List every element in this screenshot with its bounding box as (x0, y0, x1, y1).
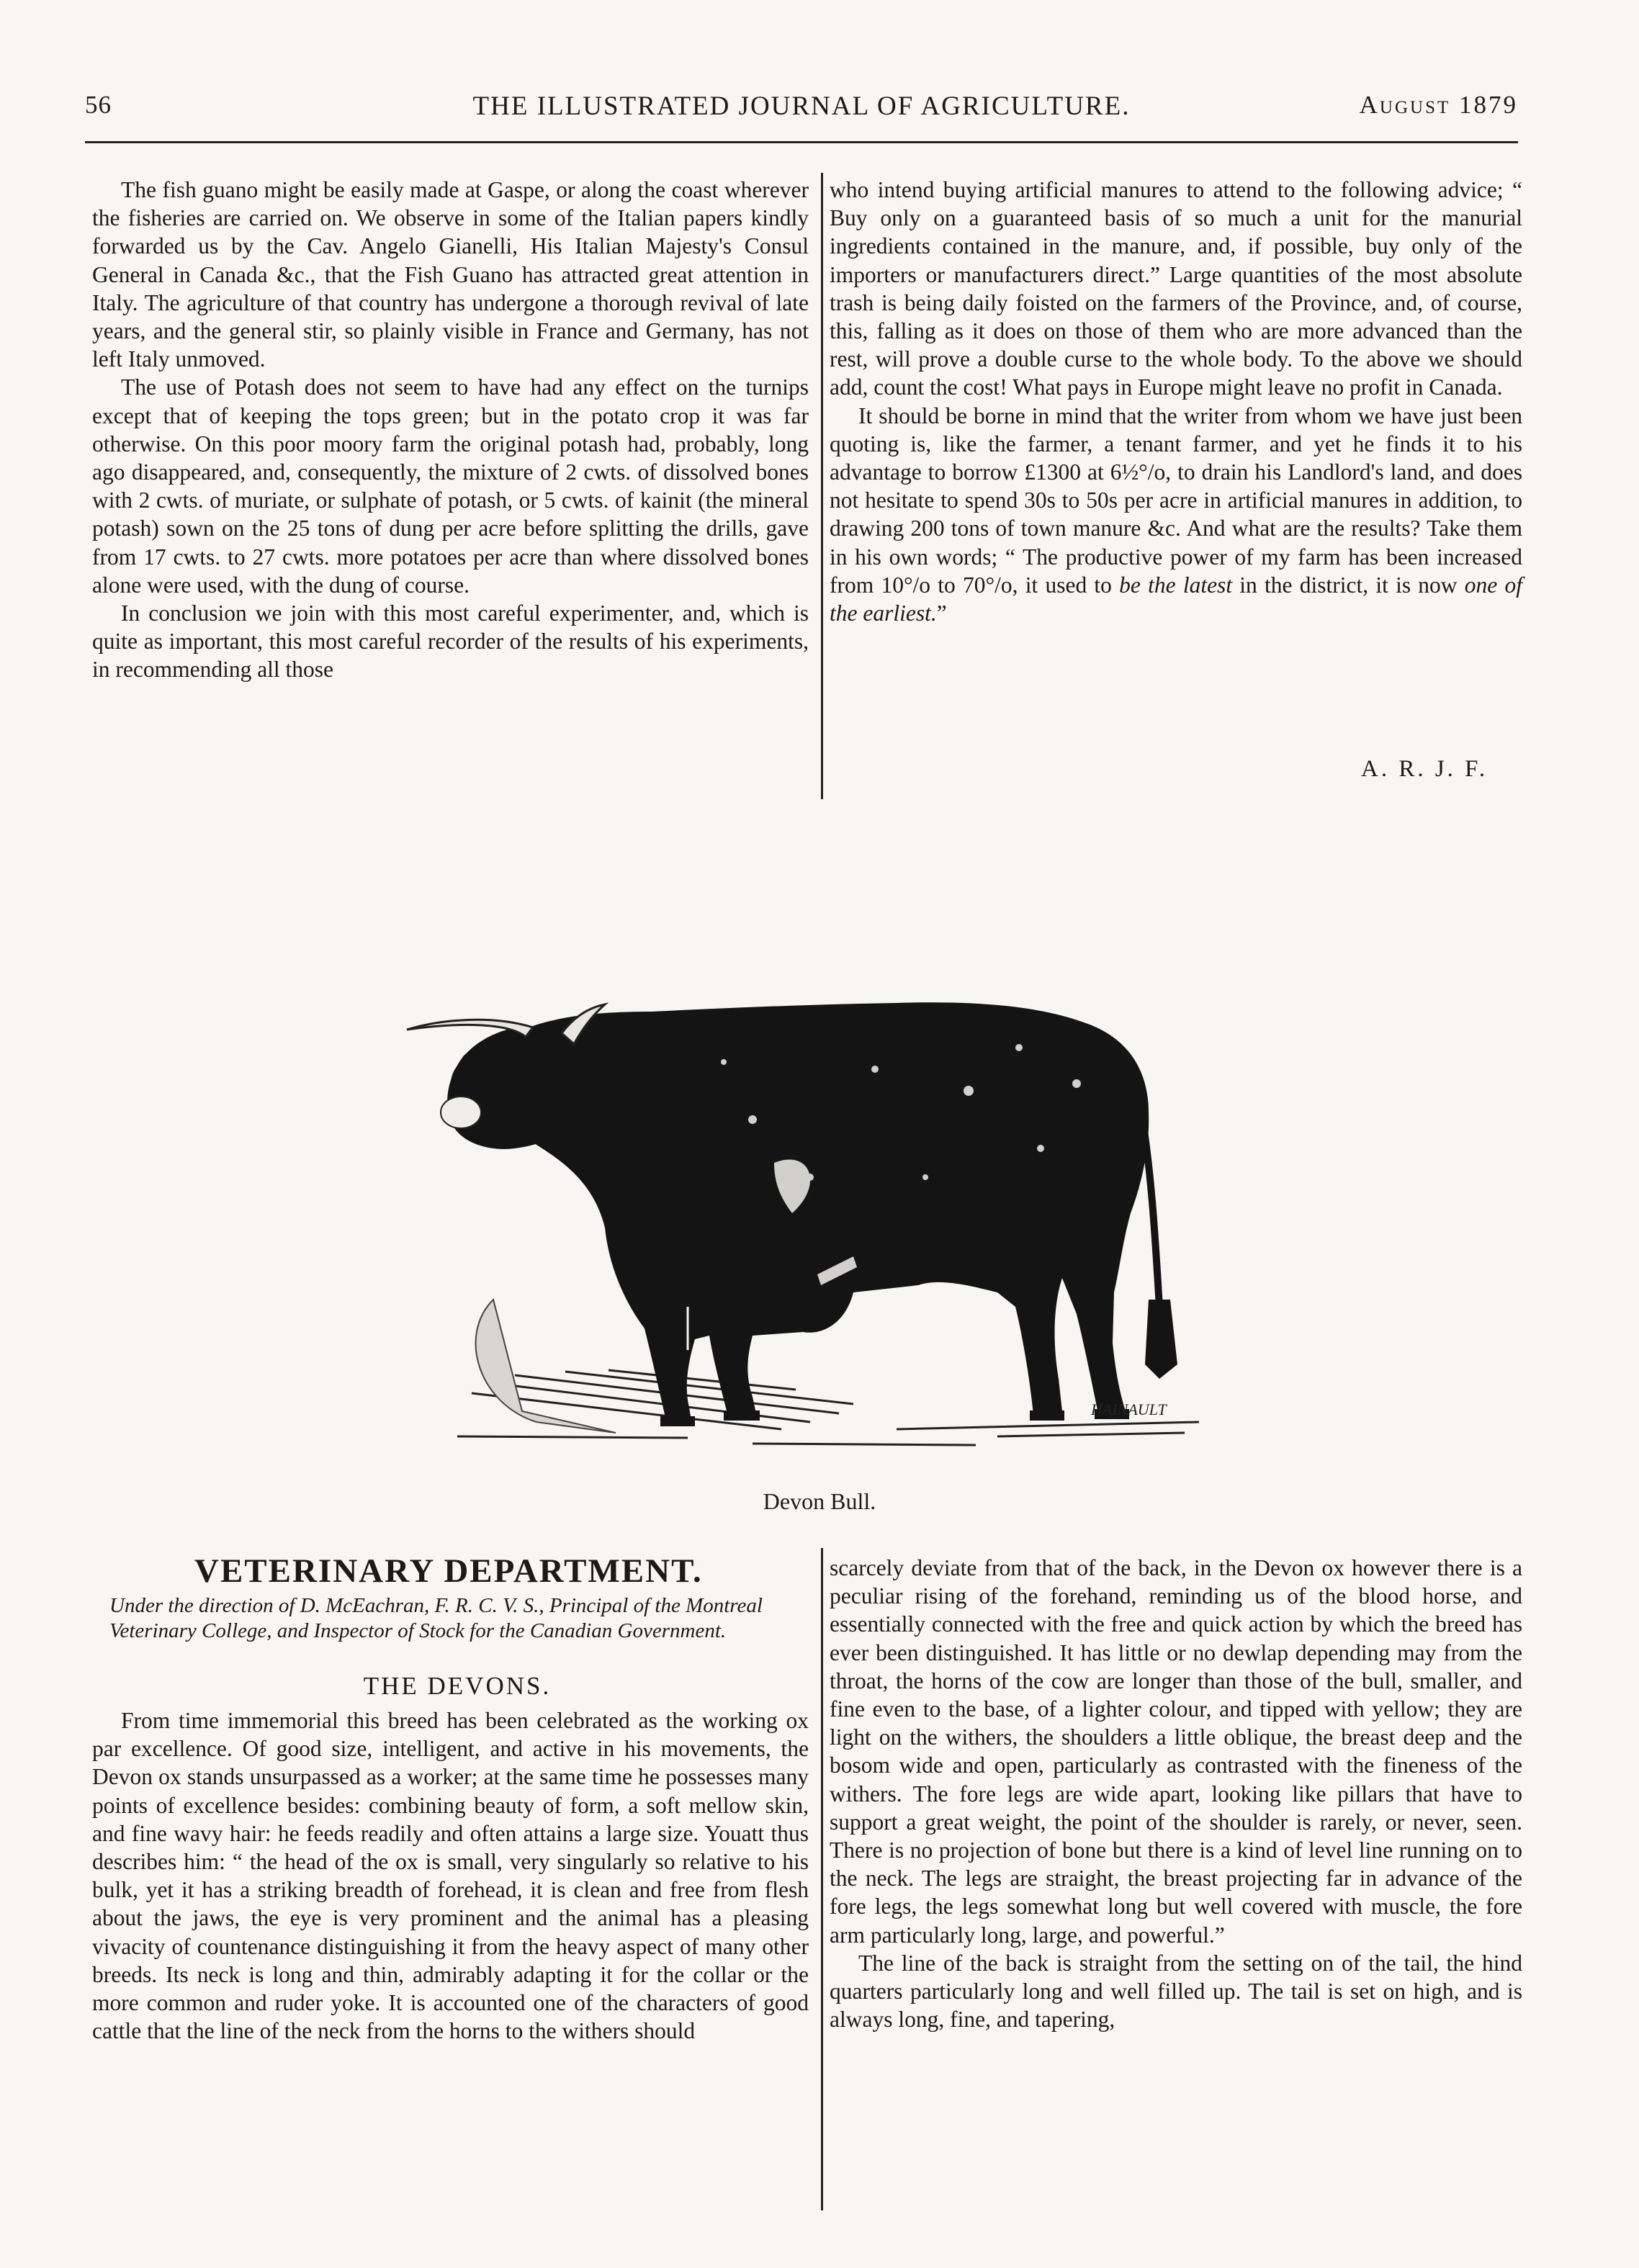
engraver-signature: HAINAULT (1091, 1400, 1167, 1418)
department-heading: VETERINARY DEPARTMENT. (194, 1552, 703, 1590)
paragraph-fish-guano: The fish guano might be easily made at Gaspe, or along the coast wherever the fisheries are carried on. We observe in some of the Italian papers kindly forwarded us by the Cav. Angelo Gianelli, His Italian Majesty's Consul General in Canada &c., that the Fish Guano has attracted great attention in Italy. The agriculture of that country has undergone a thorough revival of late years, and the general stir, so plainly visible in France and Germany, has not left Italy unmoved. (92, 177, 809, 372)
bull-tail (1141, 1112, 1159, 1307)
paragraph-devon-ox-description: scarcely deviate from that of the back, in the Devon ox however there is a peculiar rising of the forehand, reminding us of the blood horse, and essentially connected with the free and quick action by which the breed has ever been distinguished. It has little or no dewlap depending may from the throat, the horns of the cow are longer than those of the bull, smaller, and fine even to the base, of a lighter colour, and tipped with yellow; they are light on the withers, the shoulders a little oblique, the breast deep and the bosom wide and open, particularly as contrasted with the fineness of the withers. The fore legs are wide apart, looking like pillars that have to support a great weight, the point of the shoulder is rarely, or never, seen. There is no projection of bone but there is a kind of level line running on to the neck. The legs are straight, the breast projecting far in advance of the fore legs, the legs somewhat long but well covered with muscle, the fore arm particularly long, large, and powerful.” (830, 1555, 1522, 1948)
column-divider-top (821, 173, 823, 799)
page-number: 56 (85, 91, 112, 119)
bull-illustration (349, 875, 1307, 1487)
bottom-left-column (92, 1706, 809, 2045)
journal-title: THE ILLUSTRATED JOURNAL OF AGRICULTURE. (472, 91, 1131, 121)
signature: A. R. J. F. (1361, 756, 1488, 782)
column-divider-bottom (821, 1548, 823, 2210)
paragraph-back-line: The line of the back is straight from the setting on of the tail, the hind quarters particularly long and well filled up. The tail is set on high, and is always long, fine, and tapering, (830, 1950, 1522, 2033)
paragraph-advice: who intend buying artificial manures to attend to the following advice; “ Buy only on a guaranteed basis of so much a unit for the manurial ingredients contained in the manure, and, if possible, buy only of the importers or manufacturers direct.” Large quantities of the most absolute trash is being daily foisted on the farmers of the Province, and, of course, this, falling as it does on those of them who are more advanced than the rest, will prove a double curse to the whole body. To the above we should add, count the cost! What pays in Europe might leave no profit in Canada. (830, 177, 1522, 400)
department-direction: Under the direction of D. McEachran, F. R. C. V. S., Principal of the Montreal Veterinary College, and Inspector of Stock for the Canadian Government. (109, 1594, 763, 1642)
paragraph-devons-intro: From time immemorial this breed has been celebrated as the working ox par excellence. Of good size, intelligent, and active in his movements, the Devon ox stands unsurpassed as a worker; at the same time he possesses many points of excellence besides: combining beauty of form, a soft mellow skin, and fine wavy hair: he feeds readily and often attains a large size. Youatt thus describes him: “ the head of the ox is small, very singularly so relative to his bulk, yet it has a striking breadth of forehead, it is clean and free from flesh about the jaws, the eye is very prominent and the animal has a pleasing vivacity of countenance distinguishing it from the heavy aspect of many other breeds. Its neck is long and thin, admirably adapting it for the collar or the more common and ruder yoke. It is accounted one of the characters of good cattle that the line of the neck from the horns to the withers should (92, 1708, 809, 2044)
figure-caption: Devon Bull. (763, 1488, 876, 1514)
top-right-column (830, 176, 1522, 627)
header-rule (85, 141, 1518, 143)
paragraph-conclusion: In conclusion we join with this most careful experimenter, and, which is quite as important, this most careful recorder of the results of his experiments, in recommending all those (92, 600, 809, 683)
devon-bull-engraving (349, 875, 1307, 1487)
issue-date: August 1879 (1359, 91, 1518, 119)
bottom-right-column (830, 1554, 1522, 2033)
top-left-column (92, 176, 809, 684)
paragraph-tenant-farmer: It should be borne in mind that the writer from whom we have just been quoting is, like the farmer, a tenant farmer, and yet he finds it to his advantage to borrow £1300 at 6½°/o, to drain his Landlord's land, and does not hesitate to spend 30s to 50s per acre in artificial manures in addition, to drawing 200 tons of town manure &c. And what are the results? Take them in his own words; “ The productive power of my farm has been increased from 10°/o to 70°/o, it used to be the latest in the district, it is now one of the earliest.” (830, 402, 1523, 626)
paragraph-potash: The use of Potash does not seem to have had any effect on the turnips except that of keeping the tops green; but in the potato crop it was far otherwise. On this poor moory farm the original potash had, probably, long ago disappeared, and, consequently, the mixture of 2 cwts. of dissolved bones with 2 cwts. of muriate, or sulphate of potash, or 5 cwts. of kainit (the mineral potash) sown on the 25 tons of dung per acre before splitting the drills, gave from 17 cwts. to 27 cwts. more potatoes per acre than where dissolved bones alone were used, with the dung of course. (92, 374, 809, 598)
ground-hatching (457, 1370, 1199, 1445)
article-subtitle: THE DEVONS. (363, 1672, 552, 1700)
running-header (85, 85, 1518, 128)
